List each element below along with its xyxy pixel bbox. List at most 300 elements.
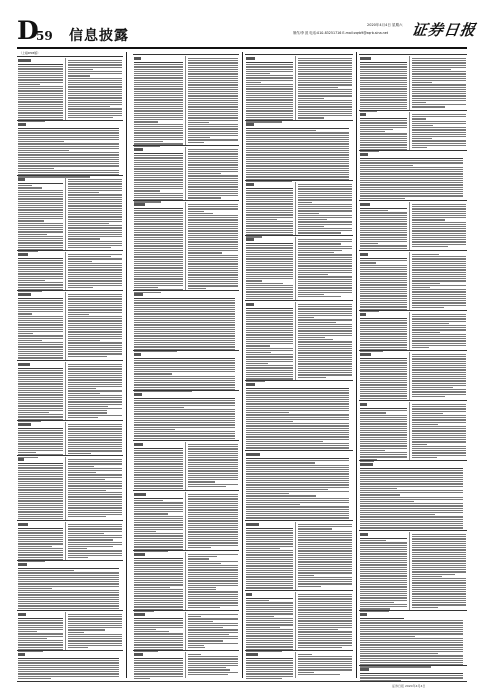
- text-line: [188, 255, 238, 256]
- text-line: [18, 660, 119, 661]
- disclosure-qa-block: [245, 120, 353, 180]
- text-line: [246, 598, 293, 599]
- text-line: [298, 658, 352, 659]
- text-line: [68, 468, 122, 469]
- text-line: [412, 289, 466, 290]
- text-line: [188, 464, 238, 465]
- text-line: [68, 69, 93, 70]
- text-line: [298, 193, 352, 194]
- text-line: [360, 499, 463, 500]
- text-line: [68, 404, 122, 405]
- text-line: [18, 590, 119, 591]
- text-line: [246, 372, 293, 373]
- text-line: [68, 490, 106, 491]
- text-line: [68, 338, 122, 339]
- text-line: [246, 69, 293, 70]
- text-line: [68, 296, 122, 297]
- text-line: [18, 284, 63, 285]
- text-line: [188, 102, 238, 103]
- text-line: [360, 448, 407, 449]
- text-line: [68, 632, 84, 633]
- text-line: [134, 629, 156, 630]
- text-line: [246, 482, 349, 483]
- text-line: [18, 148, 119, 149]
- text-line: [134, 500, 163, 501]
- text-line: [360, 230, 407, 231]
- answer-column: [185, 202, 239, 290]
- text-line: [360, 342, 407, 343]
- text-line: [246, 600, 269, 601]
- text-line: [134, 520, 183, 521]
- text-line: [18, 662, 119, 663]
- text-line: [18, 93, 63, 94]
- question-marker: [246, 593, 252, 596]
- text-line: [412, 578, 466, 579]
- text-line: [412, 361, 466, 362]
- text-line: [68, 351, 122, 352]
- text-line: [246, 511, 349, 512]
- text-line: [412, 426, 466, 427]
- text-line: [68, 179, 122, 180]
- text-line: [18, 528, 63, 529]
- text-line: [18, 231, 63, 232]
- text-line: [188, 661, 238, 662]
- text-line: [246, 563, 293, 564]
- text-line: [246, 631, 293, 632]
- text-line: [298, 568, 352, 569]
- text-line: [412, 93, 466, 94]
- disclosure-qa-block: [133, 290, 239, 350]
- section-title: 信息披露: [69, 28, 129, 44]
- text-line: [360, 367, 407, 368]
- text-line: [188, 259, 238, 260]
- text-line: [188, 128, 238, 129]
- text-line: [68, 424, 122, 425]
- text-line: [68, 444, 122, 445]
- text-line: [246, 232, 293, 233]
- text-line: [18, 516, 63, 517]
- text-line: [360, 64, 407, 65]
- answer-column: [65, 457, 123, 520]
- text-line: [18, 452, 36, 453]
- disclosure-qa-block: [133, 200, 239, 290]
- text-line: [134, 562, 183, 563]
- text-line: [360, 239, 407, 240]
- text-line: [246, 274, 293, 275]
- text-line: [360, 391, 407, 392]
- text-line: [68, 190, 122, 191]
- text-line: [298, 191, 352, 192]
- text-line: [412, 576, 442, 577]
- text-line: [134, 305, 235, 306]
- text-line: [298, 206, 352, 207]
- text-line: [188, 672, 238, 673]
- text-line: [246, 341, 293, 342]
- text-line: [360, 217, 407, 218]
- text-line: [412, 325, 466, 326]
- text-line: [188, 538, 238, 539]
- text-line: [246, 504, 300, 505]
- text-line: [18, 509, 63, 510]
- text-line: [298, 555, 352, 556]
- text-line: [360, 280, 407, 281]
- text-line: [188, 475, 238, 476]
- text-line: [246, 627, 280, 628]
- text-line: [360, 382, 407, 383]
- text-line: [246, 574, 293, 575]
- text-line: [298, 69, 352, 70]
- text-line: [298, 270, 352, 271]
- text-line: [360, 106, 407, 107]
- text-line: [68, 401, 122, 402]
- text-line: [412, 372, 466, 373]
- text-line: [360, 66, 407, 67]
- text-line: [246, 640, 293, 641]
- text-line: [18, 487, 63, 488]
- text-line: [18, 594, 119, 595]
- text-line: [134, 538, 183, 539]
- text-line: [68, 526, 122, 527]
- text-line: [68, 643, 122, 644]
- text-line: [360, 234, 407, 235]
- disclosure-qa-block: [245, 520, 353, 590]
- text-line: [134, 660, 183, 661]
- text-line: [134, 232, 183, 233]
- text-line: [188, 109, 238, 110]
- question-marker: [134, 613, 145, 616]
- text-line: [188, 184, 238, 185]
- text-line: [298, 115, 352, 116]
- answer-column: [65, 522, 123, 560]
- text-line: [412, 406, 466, 407]
- text-line: [134, 241, 183, 242]
- question-marker: [246, 453, 260, 456]
- text-line: [68, 285, 122, 286]
- text-line: [360, 344, 407, 345]
- disclosure-qa-block: [17, 420, 123, 455]
- text-line: [412, 413, 443, 414]
- text-line: [188, 93, 238, 94]
- text-line: [188, 565, 238, 566]
- text-line: [246, 217, 293, 218]
- text-line: [68, 439, 122, 440]
- text-line: [134, 667, 183, 668]
- text-line: [18, 97, 63, 98]
- text-line: [188, 507, 238, 508]
- text-line: [188, 189, 238, 190]
- text-line: [412, 121, 466, 122]
- text-line: [360, 325, 407, 326]
- text-line: [360, 497, 463, 498]
- text-line: [298, 98, 324, 99]
- text-line: [298, 357, 352, 358]
- text-line: [188, 484, 238, 485]
- text-line: [412, 543, 466, 544]
- text-line: [298, 268, 352, 269]
- text-line: [134, 365, 235, 366]
- editors-contact: 制作/李 波 电话:010-83251716 E-mail:zqrb9@zqrb.sina.net: [293, 31, 389, 35]
- text-line: [134, 316, 235, 317]
- text-line: [18, 278, 63, 279]
- text-line: [298, 62, 352, 63]
- text-line: [412, 217, 466, 218]
- text-line: [412, 354, 466, 355]
- text-line: [188, 233, 238, 234]
- text-line: [246, 388, 349, 389]
- text-line: [412, 265, 466, 266]
- text-line: [412, 206, 466, 207]
- text-line: [412, 261, 466, 262]
- text-line: [360, 129, 393, 130]
- text-line: [246, 471, 349, 472]
- text-line: [412, 591, 466, 592]
- text-line: [18, 108, 63, 109]
- text-line: [246, 337, 293, 338]
- text-line: [246, 434, 349, 435]
- text-line: [412, 89, 466, 90]
- text-line: [360, 120, 407, 121]
- text-line: [134, 322, 235, 323]
- text-line: [68, 461, 122, 462]
- text-line: [68, 433, 122, 434]
- text-line: [134, 307, 235, 308]
- text-line: [18, 412, 49, 413]
- text-line: [18, 300, 63, 301]
- text-line: [412, 391, 466, 392]
- text-line: [68, 301, 122, 302]
- text-line: [18, 150, 69, 151]
- text-line: [188, 614, 238, 615]
- text-line: [188, 117, 238, 118]
- text-line: [246, 374, 293, 375]
- text-line: [188, 250, 238, 251]
- text-line: [18, 474, 63, 475]
- text-line: [188, 556, 217, 557]
- text-line: [188, 466, 238, 467]
- text-line: [18, 503, 63, 504]
- text-line: [360, 241, 407, 242]
- text-line: [18, 214, 63, 215]
- text-line: [188, 175, 238, 176]
- text-line: [298, 618, 352, 619]
- text-line: [134, 221, 183, 222]
- text-line: [18, 298, 63, 299]
- text-line: [412, 71, 466, 72]
- text-line: [134, 358, 235, 359]
- text-line: [68, 410, 107, 411]
- text-line: [246, 395, 349, 396]
- text-line: [360, 475, 463, 476]
- text-line: [18, 441, 63, 442]
- text-line: [68, 303, 122, 304]
- text-line: [246, 225, 293, 226]
- answer-column: [409, 312, 467, 350]
- text-line: [412, 602, 466, 603]
- text-line: [188, 195, 238, 196]
- text-line: [298, 324, 352, 325]
- text-line: [134, 95, 183, 96]
- text-line: [246, 561, 293, 562]
- disclosure-qa-block: [245, 450, 353, 520]
- text-line: [188, 563, 221, 564]
- disclosure-qa-block: [359, 250, 467, 310]
- text-line: [412, 95, 466, 96]
- text-line: [412, 147, 427, 148]
- text-line: [134, 631, 169, 632]
- text-line: [68, 64, 122, 65]
- text-line: [134, 164, 183, 165]
- text-line: [246, 410, 349, 411]
- text-line: [298, 629, 338, 630]
- text-line: [134, 587, 170, 588]
- text-line: [18, 170, 119, 171]
- text-line: [412, 446, 466, 447]
- text-line: [68, 388, 96, 389]
- text-line: [246, 559, 293, 560]
- text-line: [18, 165, 119, 166]
- text-line: [68, 548, 87, 549]
- text-line: [68, 342, 122, 343]
- text-line: [246, 367, 293, 368]
- text-line: [412, 134, 466, 135]
- text-line: [134, 75, 183, 76]
- text-line: [360, 441, 407, 442]
- text-line: [68, 488, 122, 489]
- text-line: [412, 230, 466, 231]
- text-line: [246, 172, 349, 173]
- text-line: [188, 529, 238, 530]
- text-line: [360, 454, 407, 455]
- text-line: [246, 170, 349, 171]
- text-line: [18, 446, 63, 447]
- text-line: [18, 443, 63, 444]
- text-line: [246, 317, 293, 318]
- text-line: [68, 238, 100, 239]
- text-line: [18, 572, 119, 573]
- text-line: [134, 362, 235, 363]
- text-line: [68, 309, 122, 310]
- text-line: [188, 569, 238, 570]
- text-line: [298, 111, 352, 112]
- text-line: [134, 223, 183, 224]
- text-line: [18, 340, 42, 341]
- text-line: [298, 581, 352, 582]
- text-line: [188, 169, 238, 170]
- answer-column: [65, 292, 123, 360]
- text-line: [298, 539, 352, 540]
- text-line: [246, 163, 349, 164]
- text-line: [188, 206, 238, 207]
- text-line: [134, 175, 183, 176]
- disclosure-qa-block: [359, 530, 467, 610]
- text-line: [246, 605, 293, 606]
- text-line: [246, 77, 293, 78]
- text-line: [188, 602, 238, 603]
- text-line: [68, 340, 100, 341]
- text-line: [298, 76, 352, 77]
- text-line: [360, 450, 385, 451]
- text-line: [134, 228, 183, 229]
- text-line: [18, 631, 37, 632]
- text-line: [68, 395, 122, 396]
- text-line: [18, 338, 63, 339]
- text-line: [188, 501, 238, 502]
- text-line: [298, 106, 352, 107]
- text-line: [18, 86, 63, 87]
- text-line: [412, 118, 426, 119]
- text-line: [298, 333, 352, 334]
- text-line: [68, 192, 99, 193]
- text-line: [412, 604, 466, 605]
- text-line: [188, 645, 204, 646]
- text-line: [134, 644, 183, 645]
- text-line: [360, 291, 407, 292]
- text-line: [246, 401, 349, 402]
- text-line: [68, 323, 122, 324]
- text-line: [68, 225, 122, 226]
- text-line: [18, 190, 63, 191]
- text-line: [134, 324, 235, 325]
- text-line: [360, 675, 463, 676]
- text-line: [18, 276, 63, 277]
- text-line: [412, 283, 440, 284]
- text-line: [246, 197, 293, 198]
- text-line: [68, 199, 122, 200]
- text-line: [246, 319, 293, 320]
- text-line: [246, 199, 293, 200]
- text-line: [412, 552, 466, 553]
- answer-column: [185, 552, 239, 610]
- text-line: [134, 278, 183, 279]
- text-line: [246, 498, 349, 499]
- text-line: [68, 640, 122, 641]
- text-line: [360, 477, 463, 478]
- text-line: [298, 263, 352, 264]
- text-line: [134, 342, 235, 343]
- text-line: [134, 665, 183, 666]
- text-line: [188, 283, 238, 284]
- text-line: [246, 530, 293, 531]
- text-line: [188, 531, 238, 532]
- text-line: [246, 269, 293, 270]
- text-line: [246, 135, 349, 136]
- text-line: [246, 165, 349, 166]
- disclosure-qa-block: [133, 490, 239, 550]
- question-marker: [134, 353, 141, 356]
- text-line: [68, 278, 122, 279]
- text-line: [298, 572, 352, 573]
- disclosure-qa-block: [245, 54, 353, 120]
- text-line: [68, 219, 122, 220]
- text-line: [412, 100, 466, 101]
- text-line: [188, 82, 238, 83]
- text-line: [18, 642, 63, 643]
- answer-column: [295, 182, 353, 235]
- answer-column: [185, 612, 239, 650]
- text-line: [246, 532, 293, 533]
- answer-column: [409, 402, 467, 460]
- text-line: [188, 171, 238, 172]
- text-line: [360, 237, 407, 238]
- text-line: [298, 319, 352, 320]
- text-line: [360, 472, 463, 473]
- text-line: [412, 404, 466, 405]
- text-line: [412, 433, 466, 434]
- text-line: [246, 212, 293, 213]
- text-line: [412, 224, 466, 225]
- disclosure-qa-block: [133, 145, 239, 200]
- text-line: [68, 463, 122, 464]
